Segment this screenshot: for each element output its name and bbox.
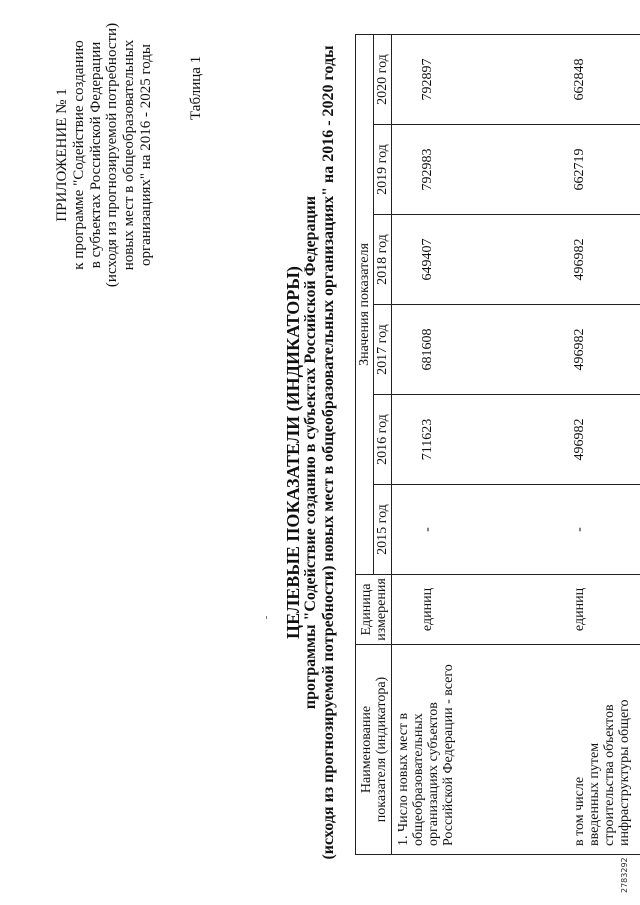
row-value: 496982 (526, 215, 640, 305)
row-value: 662719 (526, 125, 640, 215)
table-number-label: Таблица 1 (188, 55, 204, 120)
header-row (356, 35, 374, 855)
annex-line: к программе "Содействие созданию (70, 40, 87, 270)
row-name-line: организациях субъектов (426, 702, 441, 846)
header-values: Значения показателя (356, 35, 374, 575)
header-year: 2017 год (374, 305, 392, 395)
annex-line: в субъектах Российской Федерации (87, 41, 104, 269)
row-value: 792897 (392, 35, 527, 125)
row-name-line: Российской Федерации - всего (441, 664, 456, 846)
row-name-line: 1. Число новых мест в (396, 712, 411, 846)
header-unit-line: измерения (373, 578, 389, 641)
annex-line: (исходя из прогнозируемой потребности) (104, 22, 121, 288)
row-name (526, 645, 640, 855)
indicators-table (355, 34, 640, 855)
header-year: 2018 год (374, 215, 392, 305)
row-value: 649407 (392, 215, 527, 305)
row-name-line: строительства объектов (602, 704, 617, 846)
title-line-3: (исходя из прогнозируемой потребности) новых мест в общеобразовательных организациях" на 2016 - 2020 годы (320, 45, 337, 860)
document-id: 2783292 (620, 857, 629, 893)
annex-line: ПРИЛОЖЕНИЕ № 1 (54, 88, 70, 222)
row-value: 792983 (392, 125, 527, 215)
row-value: 662848 (526, 35, 640, 125)
annex-block (54, 5, 155, 305)
row-name (392, 645, 527, 855)
row-name-line: общеобразовательных (411, 713, 426, 846)
header-year: 2015 год (374, 485, 392, 575)
table-row (392, 35, 527, 855)
header-unit-line: Единица (358, 583, 374, 636)
header-year: 2020 год (374, 35, 392, 125)
header-year: 2016 год (374, 395, 392, 485)
row-name-line: инфраструктуры общего (617, 699, 632, 846)
row-unit: единиц (526, 575, 640, 645)
row-name-line: в том числе (572, 776, 587, 846)
row-unit: единиц (392, 575, 527, 645)
document-title (284, 0, 338, 905)
header-name-line: показателя (индикатора) (373, 676, 389, 823)
header-name (356, 645, 392, 855)
title-line-2: программы "Содействие созданию в субъектах Российской Федерации (302, 195, 319, 710)
annex-line: организациях" на 2016 - 2025 годы (137, 44, 154, 267)
row-value: 681608 (392, 305, 527, 395)
header-unit (356, 575, 392, 645)
header-year: 2019 год (374, 125, 392, 215)
row-value: - (392, 485, 527, 575)
row-name-line: введенных путем (587, 742, 602, 846)
row-value: 496982 (526, 305, 640, 395)
table-row (526, 35, 640, 855)
title-main: ЦЕЛЕВЫЕ ПОКАЗАТЕЛИ (ИНДИКАТОРЫ) (283, 266, 303, 639)
row-value: 496982 (526, 395, 640, 485)
header-name-line: Наименование (358, 705, 374, 794)
row-value: - (526, 485, 640, 575)
annex-line: новых мест в общеобразовательных (121, 39, 138, 271)
scan-speck (266, 616, 267, 619)
row-value: 711623 (392, 395, 527, 485)
